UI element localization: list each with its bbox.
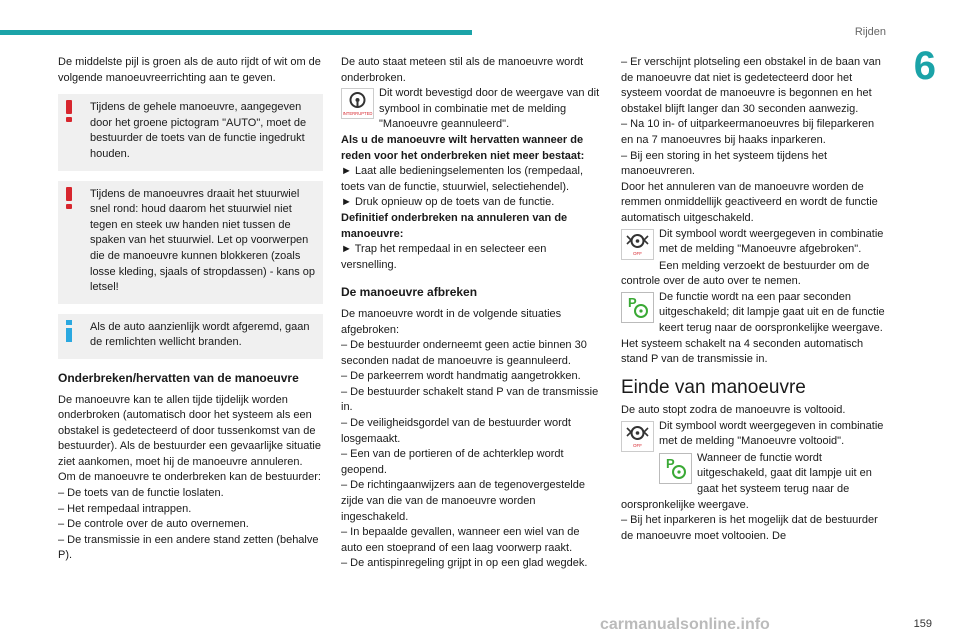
note-text: Tijdens de gehele manoeuvre, aangegeven door het groene pictogram "AUTO", moet de bestuurder de toets van de functie ingedrukt houden. xyxy=(90,101,307,160)
list-item: – Een van de portieren of de achterklep wordt geopend. xyxy=(341,448,564,476)
note-text: Tijdens de manoeuvres draait het stuurwiel snel rond: houd daarom het stuurwiel niet tegen en steek uw handen niet tussen de spaken van het stuurwiel. Let op voorwerpen die de manoeuvre kunnen blokkeren (zoals losse kleding, sjaals of stropdassen) - kans op letsel! xyxy=(90,187,316,294)
header-accent-bar xyxy=(0,30,472,35)
icon-caption: OFF xyxy=(633,250,642,256)
park-assist-lamp-icon xyxy=(659,453,692,484)
icon-caption: INTERRUPTED xyxy=(342,111,373,117)
paragraph: Een melding verzoekt de bestuurder om de controle over de auto over te nemen. xyxy=(621,259,870,288)
paragraph: De manoeuvre wordt in de volgende situaties afgebroken: xyxy=(341,307,562,336)
steering-wheel-off-icon xyxy=(621,421,654,452)
steering-wheel-off-icon xyxy=(621,229,654,260)
warning-note xyxy=(58,181,323,304)
list-item: – De parkeerrem wordt handmatig aangetrokken. xyxy=(341,370,581,383)
list-item: – De transmissie in een andere stand zetten (behalve P). xyxy=(58,533,319,562)
subheading: De manoeuvre afbreken xyxy=(341,285,478,300)
step: ► Laat alle bedieningselementen los (rempedaal, toets van de functie, stuurwiel, selectiehendel). xyxy=(341,165,584,193)
page-number: 159 xyxy=(913,618,932,630)
warning-icon xyxy=(66,187,72,209)
list-item: – De controle over de auto overnemen. xyxy=(58,518,249,531)
icon-paragraph xyxy=(621,451,885,513)
list-item: – De toets van de functie loslaten. xyxy=(58,487,224,500)
note-text: Als de auto aanzienlijk wordt afgeremd, gaan de remlichten wellicht branden. xyxy=(90,320,310,349)
section-heading: Einde van manoeuvre xyxy=(621,376,806,398)
column-2 xyxy=(341,55,603,572)
bold-paragraph: Definitief onderbreken na annuleren van de manoeuvre: xyxy=(341,211,568,240)
step: ► Trap het rempedaal in en selecteer een versnelling. xyxy=(341,243,547,271)
list-item: – In bepaalde gevallen, wanneer een wiel van de auto een stoeprand of een laag voorwerp raakt. xyxy=(341,526,580,554)
info-note xyxy=(58,314,323,359)
paragraph: De manoeuvre kan te allen tijde tijdelijk worden onderbroken (automatisch door het systeem als een obstakel is gedetecteerd of door tussenkomst van de bestuurder). Als de bestuurder een gevaarlijke situatie ziet aankomen, moet hij de manoeuvre annuleren. xyxy=(58,393,321,468)
svg-text:P: P xyxy=(628,294,637,310)
icon-description: Dit symbool wordt weergegeven in combinatie met de melding "Manoeuvre voltooid". xyxy=(659,419,884,448)
watermark: carmanualsonline.info xyxy=(600,616,770,633)
list-item: – De veiligheidsgordel van de bestuurder wordt losgemaakt. xyxy=(341,417,571,445)
paragraph: De middelste pijl is groen als de auto rijdt of wit om de volgende manoeuvreerrichting aan te geven. xyxy=(58,56,321,84)
list-item: – De richtingaanwijzers aan de tegenovergestelde zijde van die van de manoeuvre worden ingeschakeld. xyxy=(341,479,585,523)
step: ► Druk opnieuw op de toets van de functie. xyxy=(341,196,555,209)
paragraph: De auto stopt zodra de manoeuvre is voltooid. xyxy=(621,404,846,417)
steering-wheel-interrupted-icon xyxy=(341,88,374,119)
section-title: Rijden xyxy=(854,26,886,38)
icon-paragraph xyxy=(621,290,885,337)
icon-description: Dit symbool wordt weergegeven in combinatie met de melding "Manoeuvre afgebroken". xyxy=(659,227,884,256)
list-item: – De bestuurder schakelt stand P van de transmissie in. xyxy=(341,385,599,414)
column-3 xyxy=(621,55,885,544)
park-assist-lamp-icon xyxy=(621,292,654,323)
list-item: – De bestuurder onderneemt geen actie binnen 30 seconden nadat de manoeuvre is geannuleerd. xyxy=(341,339,587,367)
paragraph: De auto staat meteen stil als de manoeuvre wordt onderbroken. xyxy=(341,56,584,84)
warning-note xyxy=(58,94,323,170)
column-1 xyxy=(58,55,323,564)
bold-paragraph: Als u de manoeuvre wilt hervatten wanneer de reden voor het onderbreken niet meer bestaat: xyxy=(341,133,585,162)
paragraph: Het systeem schakelt na 4 seconden automatisch stand P van de transmissie in. xyxy=(621,337,864,366)
paragraph: Om de manoeuvre te onderbreken kan de bestuurder: xyxy=(58,471,321,484)
list-item: – Bij een storing in het systeem tijdens het manoeuvreren. xyxy=(621,149,828,178)
icon-caption: OFF xyxy=(633,442,642,448)
chapter-number: 6 xyxy=(913,44,936,88)
paragraph: Door het annuleren van de manoeuvre worden de remmen onmiddellijk geactiveerd en wordt de functie automatisch uitgeschakeld. xyxy=(621,180,878,224)
warning-icon xyxy=(66,100,72,122)
icon-description: Dit wordt bevestigd door de weergave van dit symbool in combinatie met de melding "Manoeuvre geannuleerd". xyxy=(379,87,600,131)
paragraph: – Bij het inparkeren is het mogelijk dat de bestuurder de manoeuvre moet voltooien. De xyxy=(621,514,878,542)
list-item: – De antispinregeling grijpt in op een glad wegdek. xyxy=(341,557,588,570)
info-icon xyxy=(66,320,72,342)
icon-paragraph xyxy=(621,419,885,451)
list-item: – Het rempedaal intrappen. xyxy=(58,502,192,515)
icon-paragraph xyxy=(621,227,885,259)
icon-description: Wanneer de functie wordt uitgeschakeld, gaat dit lampje uit en gaat het systeem terug naar de oorspronkelijke weergave. xyxy=(621,451,872,511)
subheading: Onderbreken/hervatten van de manoeuvre xyxy=(58,370,299,385)
list-item: – Er verschijnt plotseling een obstakel in de baan van de manoeuvre dat niet is gedetecteerd door het systeem voordat de manoeuvre is begonnen en het obstakel blijft langer dan 30 seconden aanwezig. xyxy=(621,56,881,115)
list-item: – Na 10 in- of uitparkeermanoeuvres bij fileparkeren en na 7 manoeuvres bij haaks inparkeren. xyxy=(621,118,875,146)
icon-paragraph xyxy=(341,86,603,133)
icon-description: De functie wordt na een paar seconden uitgeschakeld; dit lampje gaat uit en de functie keert terug naar de oorspronkelijke weergave. xyxy=(659,290,885,334)
svg-text:P: P xyxy=(666,455,675,471)
